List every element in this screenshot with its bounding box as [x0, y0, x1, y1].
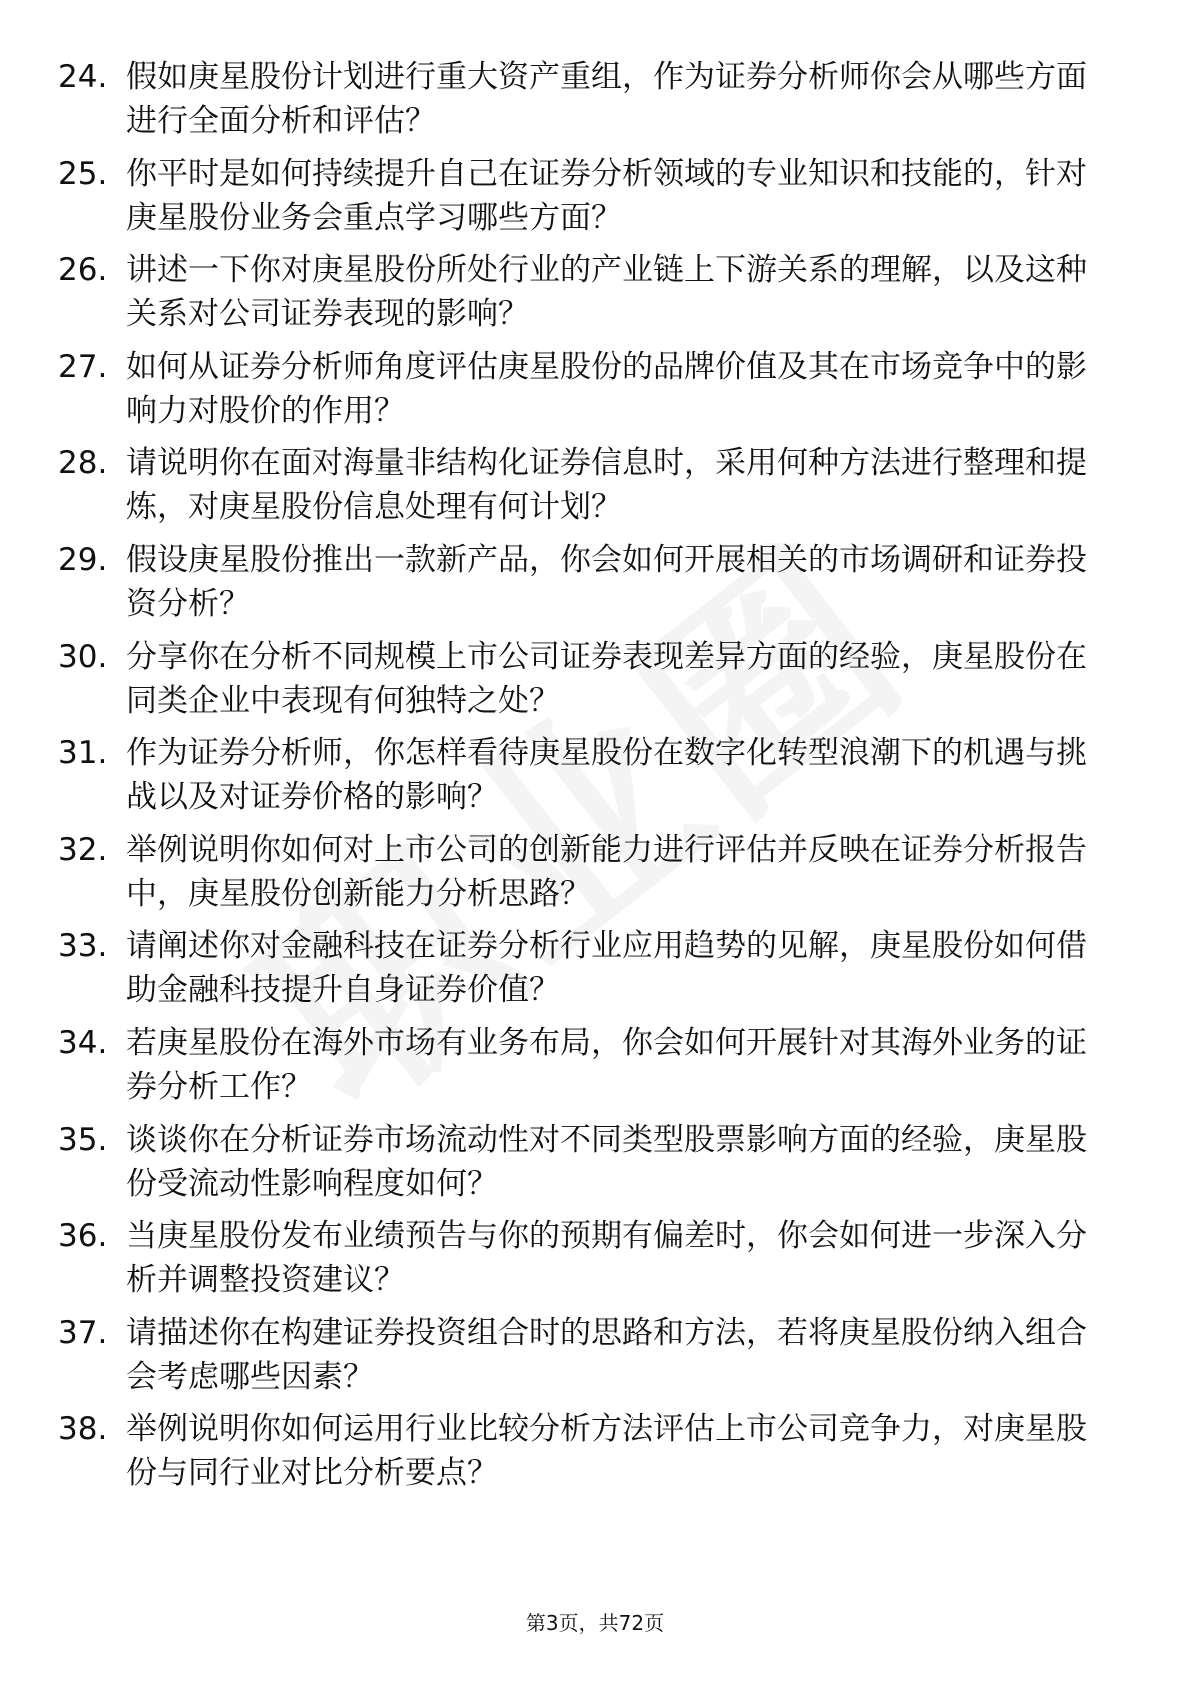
question-item	[58, 1407, 1118, 1504]
question-item	[58, 635, 1118, 732]
question-item	[58, 538, 1118, 635]
question-text: 作为证券分析师，你怎样看待庚星股份在数字化转型浪潮下的机遇与挑战以及对证券价格的影响？	[126, 735, 1087, 816]
question-item	[58, 248, 1118, 345]
question-text: 谈谈你在分析证券市场流动性对不同类型股票影响方面的经验，庚星股份受流动性影响程度如何？	[126, 1121, 1087, 1202]
question-text: 若庚星股份在海外市场有业务布局，你会如何开展针对其海外业务的证券分析工作？	[126, 1024, 1087, 1105]
question-list	[58, 55, 1118, 1504]
question-text: 当庚星股份发布业绩预告与你的预期有偏差时，你会如何进一步深入分析并调整投资建议？	[126, 1218, 1087, 1299]
question-item	[58, 1214, 1118, 1311]
question-item	[58, 152, 1118, 249]
question-number: 38.	[58, 1411, 108, 1448]
question-item	[58, 55, 1118, 152]
question-number: 37.	[58, 1314, 108, 1351]
page-footer: 第3页，共72页	[525, 1611, 665, 1635]
question-text: 举例说明你如何运用行业比较分析方法评估上市公司竞争力，对庚星股份与同行业对比分析要点？	[126, 1411, 1087, 1492]
question-text: 请说明你在面对海量非结构化证券信息时，采用何种方法进行整理和提炼，对庚星股份信息处理有何计划？	[126, 445, 1087, 526]
question-number: 28.	[58, 445, 108, 482]
question-item	[58, 731, 1118, 828]
question-text: 假设庚星股份推出一款新产品，你会如何开展相关的市场调研和证券投资分析？	[126, 541, 1087, 622]
question-number: 24.	[58, 59, 108, 95]
question-item	[58, 828, 1118, 925]
question-item	[58, 1311, 1118, 1408]
question-item	[58, 345, 1118, 442]
question-text: 讲述一下你对庚星股份所处行业的产业链上下游关系的理解，以及这种关系对公司证券表现的影响？	[126, 252, 1087, 333]
question-number: 29.	[58, 541, 108, 578]
question-item	[58, 1118, 1118, 1215]
question-number: 33.	[58, 928, 108, 965]
question-item	[58, 924, 1118, 1021]
question-text: 请阐述你对金融科技在证券分析行业应用趋势的见解，庚星股份如何借助金融科技提升自身证券价值？	[126, 928, 1087, 1009]
question-number: 26.	[58, 252, 108, 289]
question-number: 31.	[58, 735, 108, 772]
question-item	[58, 1021, 1118, 1118]
question-text: 如何从证券分析师角度评估庚星股份的品牌价值及其在市场竞争中的影响力对股价的作用？	[126, 348, 1087, 429]
question-text: 假如庚星股份计划进行重大资产重组，作为证券分析师你会从哪些方面进行全面分析和评估？	[126, 59, 1087, 139]
question-number: 25.	[58, 155, 108, 192]
question-text: 举例说明你如何对上市公司的创新能力进行评估并反映在证券分析报告中，庚星股份创新能力分析思路？	[126, 831, 1087, 912]
question-number: 35.	[58, 1121, 108, 1158]
question-number: 32.	[58, 831, 108, 868]
question-text: 请描述你在构建证券投资组合时的思路和方法，若将庚星股份纳入组合会考虑哪些因素？	[126, 1314, 1087, 1395]
question-text: 你平时是如何持续提升自己在证券分析领域的专业知识和技能的，针对庚星股份业务会重点学习哪些方面？	[126, 155, 1087, 236]
question-text: 分享你在分析不同规模上市公司证券表现差异方面的经验，庚星股份在同类企业中表现有何独特之处？	[126, 638, 1087, 719]
question-number: 27.	[58, 348, 108, 385]
question-number: 36.	[58, 1218, 108, 1255]
question-number: 30.	[58, 638, 108, 675]
question-number: 34.	[58, 1024, 108, 1061]
question-item	[58, 441, 1118, 538]
